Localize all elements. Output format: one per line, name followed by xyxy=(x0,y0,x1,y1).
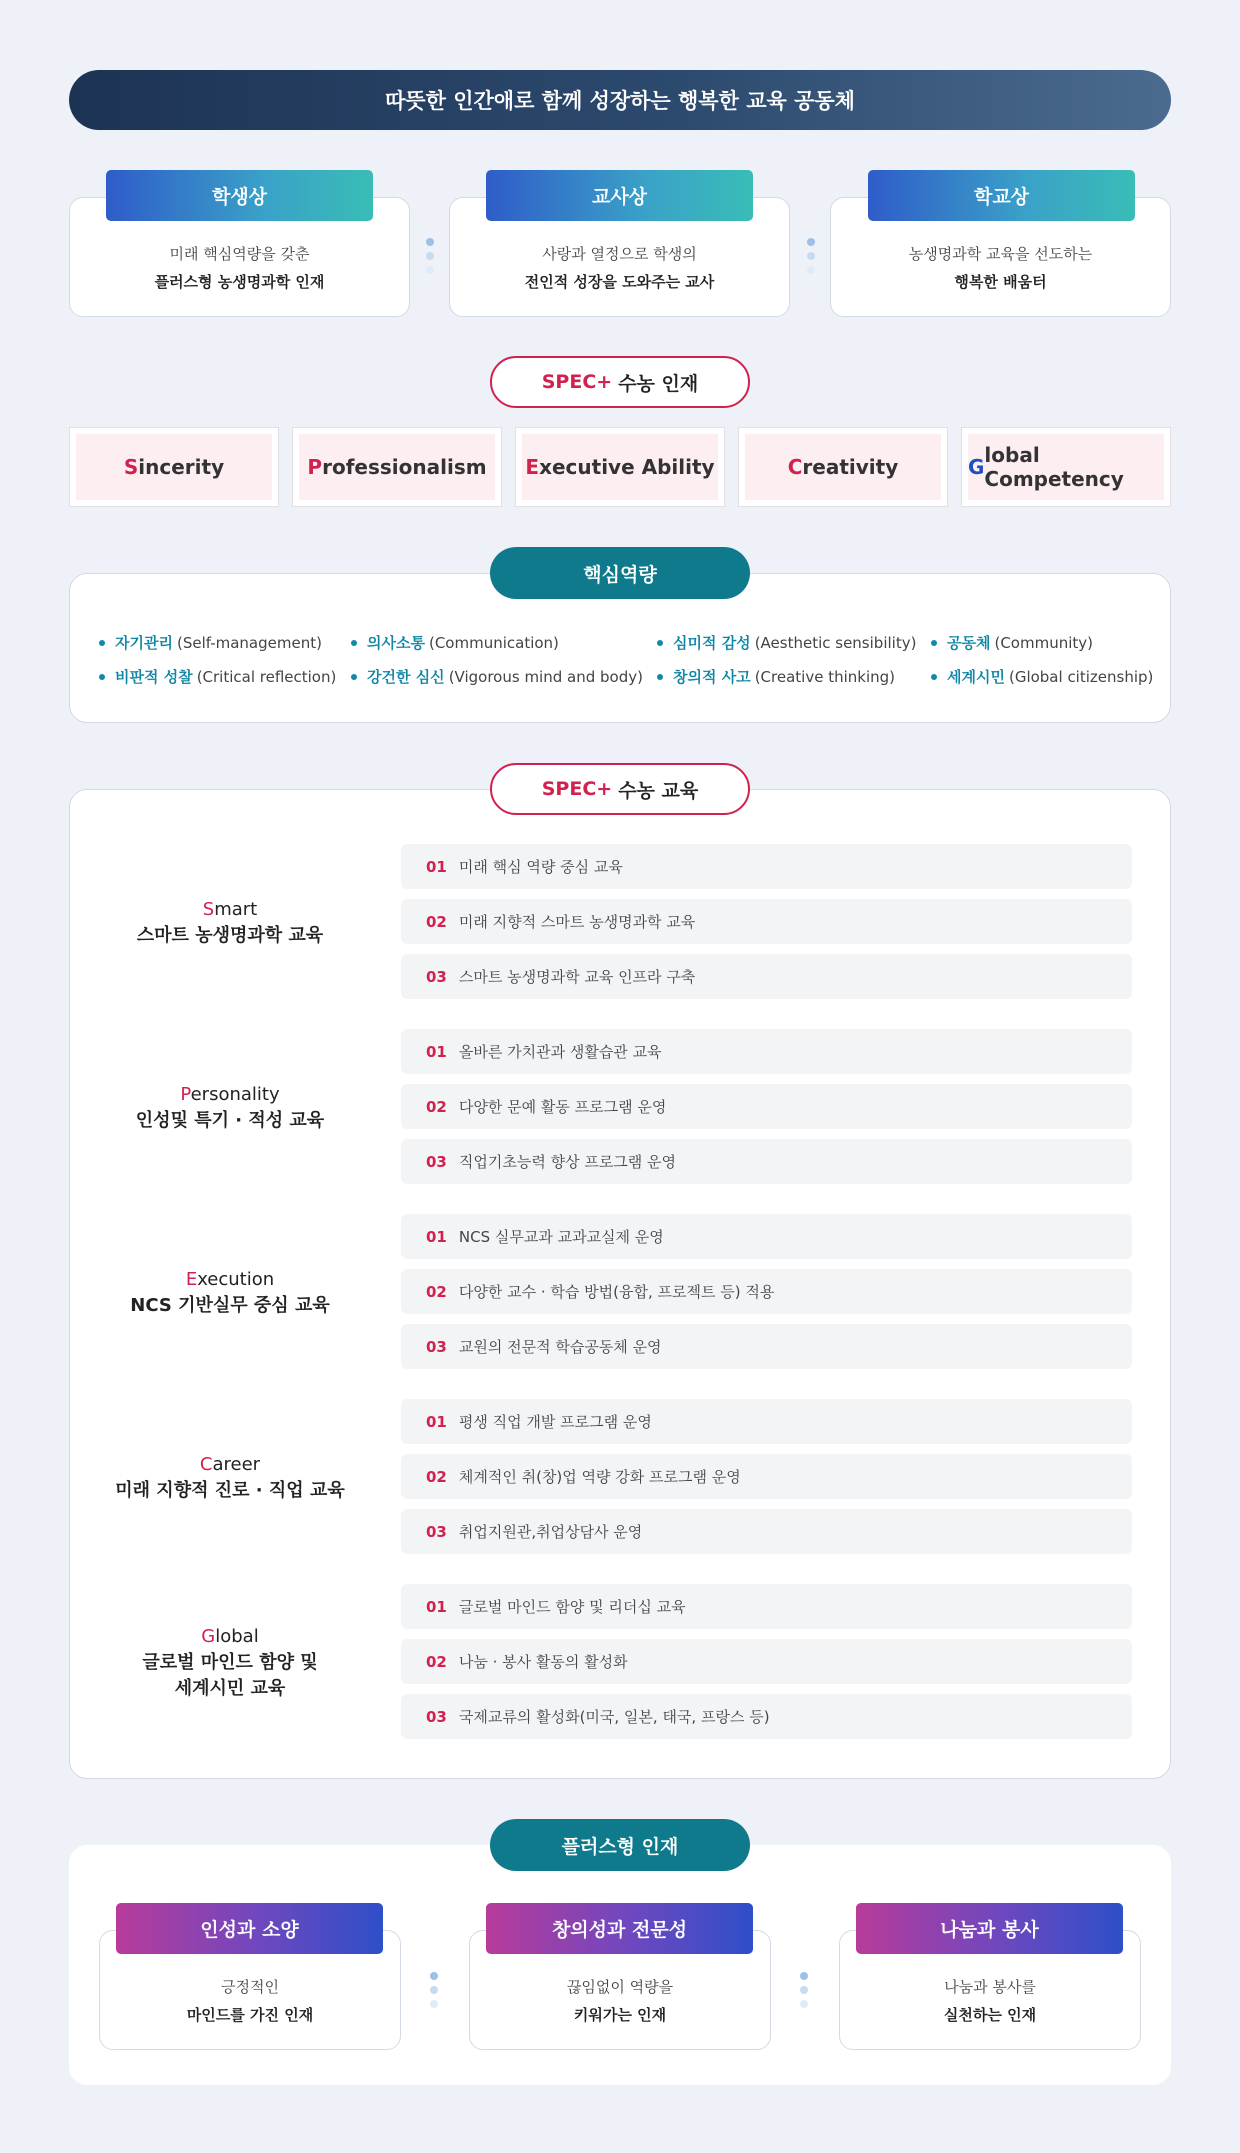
edu-row: 03 교원의 전문적 학습공동체 운영 xyxy=(401,1324,1132,1369)
spec-word: xecutive Ability xyxy=(539,455,715,479)
core-item: 창의적 사고 (Creative thinking) xyxy=(657,666,895,687)
spec-talent-suffix: 수농 인재 xyxy=(618,372,699,395)
edu-row: 01 글로벌 마인드 함양 및 리더십 교육 xyxy=(401,1584,1132,1629)
spec-education-title xyxy=(490,763,750,815)
plus-item-text: 끊임없이 역량을 키워가는 인재 xyxy=(566,1978,674,2024)
student-image-line1: 미래 핵심역량을 갖춘 xyxy=(169,245,310,263)
spec-talent-title xyxy=(490,356,750,408)
spec-letter: S xyxy=(123,455,139,479)
plus-item-title: 인성과 소양 xyxy=(116,1903,383,1954)
core-item: 비판적 성찰 (Critical reflection) xyxy=(99,666,336,687)
edu-category-execution: Execution NCS 기반실무 중심 교육 xyxy=(130,1269,330,1316)
teacher-image-line2: 전인적 성장을 도와주는 교사 xyxy=(524,273,715,291)
edu-row: 02 체계적인 취(창)업 역량 강화 프로그램 운영 xyxy=(401,1454,1132,1499)
edu-row: 02 미래 지향적 스마트 농생명과학 교육 xyxy=(401,899,1132,944)
core-item: 심미적 감성 (Aesthetic sensibility) xyxy=(657,632,916,653)
plus-item-title: 나눔과 봉사 xyxy=(856,1903,1123,1954)
divider-dots xyxy=(807,238,815,280)
student-image-text xyxy=(69,240,410,296)
spec-word: lobal Competency xyxy=(984,443,1124,491)
spec-letter: P xyxy=(307,455,323,479)
edu-category-global: Global 글로벌 마인드 함양 및 세계시민 교육 xyxy=(142,1626,318,1699)
divider-dots xyxy=(430,1972,438,2014)
edu-row: 02 다양한 문예 활동 프로그램 운영 xyxy=(401,1084,1132,1129)
school-image-line2: 행복한 배움터 xyxy=(954,273,1047,291)
edu-row: 03 직업기초능력 향상 프로그램 운영 xyxy=(401,1139,1132,1184)
edu-row: 01 미래 핵심 역량 중심 교육 xyxy=(401,844,1132,889)
spec-word: reativity xyxy=(802,455,899,479)
school-image-title: 학교상 xyxy=(868,170,1135,221)
edu-row: 01 NCS 실무교과 교과교실제 운영 xyxy=(401,1214,1132,1259)
divider-dots xyxy=(426,238,434,280)
divider-dots xyxy=(800,1972,808,2014)
core-item: 자기관리 (Self-management) xyxy=(99,632,322,653)
spec-box-professionalism xyxy=(292,427,502,507)
teacher-image-title: 교사상 xyxy=(486,170,753,221)
spec-letter: G xyxy=(968,455,985,479)
edu-row: 01 평생 직업 개발 프로그램 운영 xyxy=(401,1399,1132,1444)
spec-education-suffix: 수농 교육 xyxy=(618,779,699,802)
teacher-image-line1: 사랑과 열정으로 학생의 xyxy=(542,245,697,263)
edu-category-career: Career 미래 지향적 진로 · 직업 교육 xyxy=(115,1454,345,1501)
spec-word: rofessionalism xyxy=(322,455,487,479)
plus-talent-title: 플러스형 인재 xyxy=(490,1819,750,1871)
spec-letter: E xyxy=(525,455,540,479)
edu-row: 03 스마트 농생명과학 교육 인프라 구축 xyxy=(401,954,1132,999)
spec-letter: C xyxy=(787,455,803,479)
core-item: 강건한 심신 (Vigorous mind and body) xyxy=(351,666,643,687)
edu-row: 03 취업지원관,취업상담사 운영 xyxy=(401,1509,1132,1554)
core-competency-title: 핵심역량 xyxy=(490,547,750,599)
edu-row: 03 국제교류의 활성화(미국, 일본, 태국, 프랑스 등) xyxy=(401,1694,1132,1739)
spec-box-executive xyxy=(515,427,725,507)
plus-item-text: 나눔과 봉사를 실천하는 인재 xyxy=(943,1978,1037,2024)
spec-box-sincerity xyxy=(69,427,279,507)
plus-item-title: 창의성과 전문성 xyxy=(486,1903,753,1954)
school-image-line1: 농생명과학 교육을 선도하는 xyxy=(908,245,1093,263)
student-image-title: 학생상 xyxy=(106,170,373,221)
edu-row: 02 나눔 · 봉사 활동의 활성화 xyxy=(401,1639,1132,1684)
spec-education-prefix: SPEC+ xyxy=(541,778,613,800)
teacher-image-text xyxy=(449,240,790,296)
core-item: 의사소통 (Communication) xyxy=(351,632,559,653)
plus-item-text: 긍정적인 마인드를 가진 인재 xyxy=(186,1978,314,2024)
edu-category-smart: Smart 스마트 농생명과학 교육 xyxy=(136,899,324,946)
edu-row: 02 다양한 교수 · 학습 방법(융합, 프로젝트 등) 적용 xyxy=(401,1269,1132,1314)
spec-box-creativity xyxy=(738,427,948,507)
spec-word: incerity xyxy=(138,455,225,479)
core-item: 세계시민 (Global citizenship) xyxy=(931,666,1153,687)
spec-talent-prefix: SPEC+ xyxy=(541,371,613,393)
student-image-line2: 플러스형 농생명과학 인재 xyxy=(154,273,325,291)
edu-category-personality: Personality 인성및 특기 · 적성 교육 xyxy=(135,1084,325,1131)
school-image-text xyxy=(830,240,1171,296)
edu-row: 01 올바른 가치관과 생활습관 교육 xyxy=(401,1029,1132,1074)
core-item: 공동체 (Community) xyxy=(931,632,1093,653)
spec-box-global xyxy=(961,427,1171,507)
page-banner: 따뜻한 인간애로 함께 성장하는 행복한 교육 공동체 xyxy=(69,70,1171,130)
